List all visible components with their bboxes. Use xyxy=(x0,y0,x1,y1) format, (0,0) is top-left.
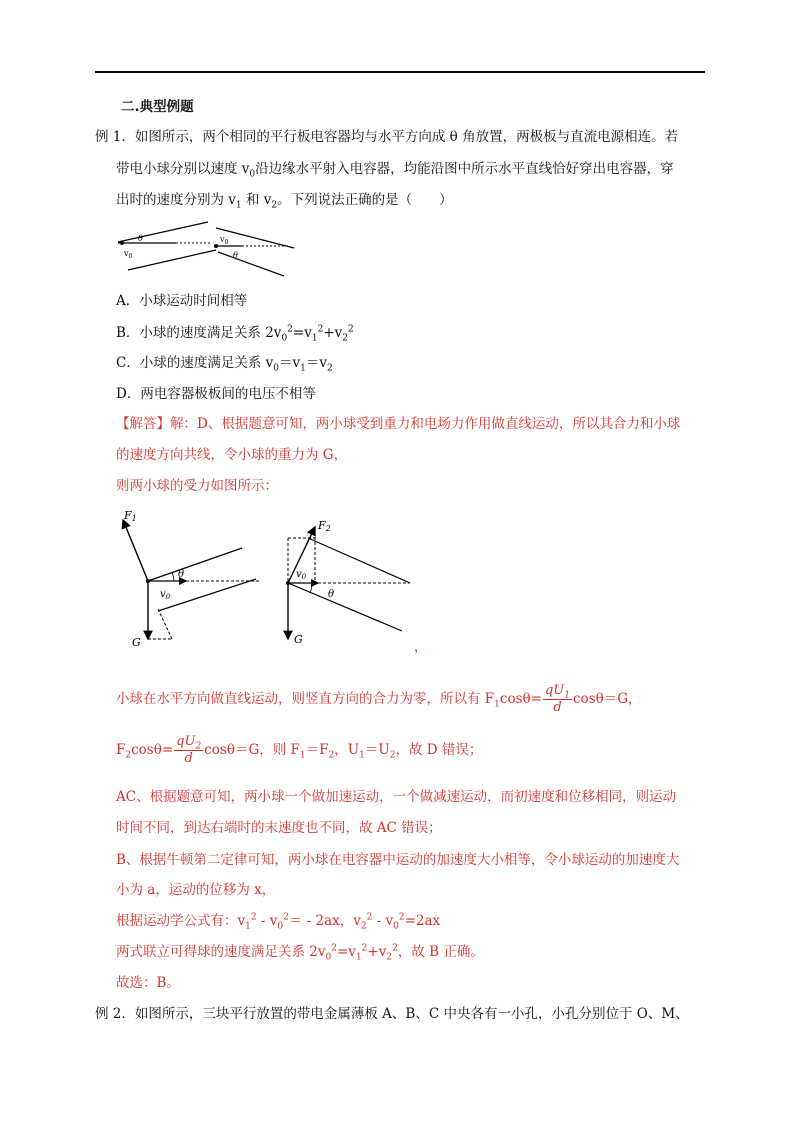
example1-line3: 出时的速度分别为 $v_1$ 和 $v_2$。下列说法正确的是（ ） xyxy=(116,192,453,211)
label-G-right: G xyxy=(294,633,303,646)
answer-line3: 则两小球的受力如图所示： xyxy=(116,478,278,494)
figure1-theta-right: θ xyxy=(233,251,238,260)
figure-trailing-comma: ， xyxy=(414,639,428,655)
label-F1: F1 xyxy=(124,509,137,523)
label-theta-right: θ xyxy=(328,589,335,600)
answer-line1: 【解答】解：D、根据题意可知，两小球受到重力和电场力作用做直线运动，所以其合力和小球 xyxy=(116,416,681,432)
label-v0-left: $v_0$ xyxy=(160,589,171,601)
b-line2: 小为 a，运动的位移为 x， xyxy=(116,882,276,898)
b-line1: B、根据牛顿第二定律可知，两小球在电容器中运动的加速度大小相等，令小球运动的加速度大 xyxy=(116,852,680,868)
equation1-line: 小球在水平方向做直线运动，则竖直方向的合力为零，所以有 $F_1\cos\theta=$ $\frac{qU_1}{d}$ cosθ＝G， xyxy=(116,683,642,715)
option-b: B．小球的速度满足关系 $2v_0^2=v_1^2+v_2^2$ xyxy=(116,324,354,344)
option-c: C．小球的速度满足关系 $v_0=v_1=v_2$ xyxy=(116,355,333,374)
kinematics-line: 根据运动学公式有：$v_1^2 - v_0^2= - 2ax$，$v_2^2 - v_0^2=2ax$ xyxy=(116,912,441,932)
answer-tag: 【解答】 xyxy=(116,416,170,432)
answer-line2: 的速度方向共线，令小球的重力为 G， xyxy=(116,447,348,463)
label-F2: F2 xyxy=(318,519,331,533)
label-theta-left: θ xyxy=(178,569,185,580)
choice-line: 故选：B。 xyxy=(116,975,180,991)
option-d: D．两电容器极板间的电压不相等 xyxy=(116,386,316,402)
example1-line1: 例 1．如图所示，两个相同的平行板电容器均与水平方向成 θ 角放置，两极板与直流电源相连。若 xyxy=(95,129,679,145)
label-v0-right: $v_0$ xyxy=(296,569,307,581)
ac-line1: AC、根据题意可知，两小球一个做加速运动，一个做减速运动，而初速度和位移相同，则运动 xyxy=(116,789,677,805)
combine-line: 两式联立可得球的速度满足关系 $2v_0^2=v_1^2+v_2^2$，故 B 正确。 xyxy=(116,943,484,963)
section-title: 二.典型例题 xyxy=(121,99,194,115)
figure1-v0-left: $v_0$ xyxy=(124,249,133,260)
option-a: A．小球运动时间相等 xyxy=(116,293,248,309)
figure2-force-diagrams xyxy=(110,505,440,655)
example2-line1: 例 2．如图所示，三块平行放置的带电金属薄板 A、B、C 中央各有一小孔，小孔分别位于 O、M、 xyxy=(95,1006,689,1022)
ac-line2: 时间不同，到达右端时的末速度也不同，故 AC 错误； xyxy=(116,820,442,836)
label-G-left: G xyxy=(132,636,141,649)
top-rule xyxy=(95,71,705,73)
equation2-line: $F_2\cos\theta=$ $\frac{qU_2}{d}$ cosθ＝G，则 $F_1=F_2$，$U_1=U_2$，故 D 错误； xyxy=(116,734,483,766)
example1-line2: 带电小球分别以速度 $v_0$沿边缘水平射入电容器，均能沿图中所示水平直线恰好穿出电容器，穿 xyxy=(116,161,674,180)
figure1-capacitors xyxy=(112,218,302,278)
figure1-theta-left: θ xyxy=(138,234,143,243)
figure1-v0-right: $v_0$ xyxy=(220,235,229,246)
